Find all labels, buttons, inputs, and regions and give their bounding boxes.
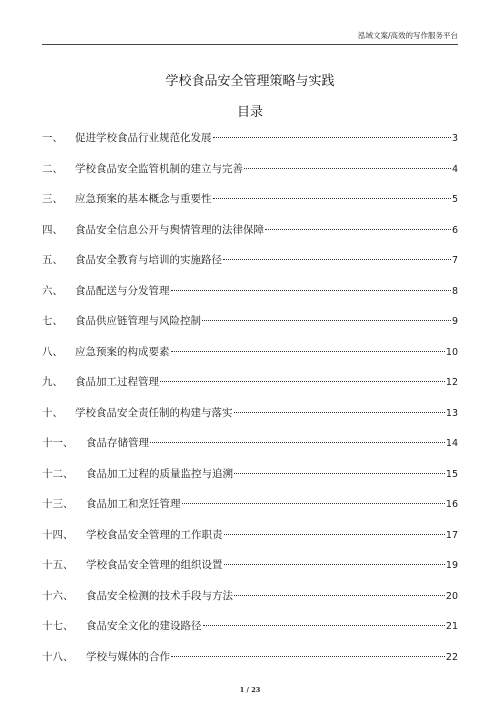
toc-entry-page: 19	[445, 560, 458, 571]
toc-entry-number: 十八、	[42, 650, 74, 663]
toc-entry-title: 食品安全信息公开与舆情管理的法律保障	[75, 223, 264, 236]
toc-entry-page: 22	[445, 651, 458, 663]
toc-entry-title: 学校食品安全监管机制的建立与完善	[75, 162, 243, 175]
toc-leader-dots	[150, 442, 445, 443]
toc-entry-page: 9	[451, 316, 458, 327]
toc-entry[interactable]	[42, 342, 458, 373]
toc-entry-number: 三、	[42, 193, 63, 205]
toc-leader-dots	[171, 290, 451, 291]
toc-entry-number: 六、	[42, 284, 63, 297]
toc-entry-title: 食品供应链管理与风险控制	[75, 315, 201, 327]
toc-entry-title: 食品安全教育与培训的实施路径	[75, 254, 222, 266]
toc-entry-title: 学校食品安全管理的组织设置	[86, 559, 223, 571]
toc-leader-dots	[224, 564, 445, 565]
toc-entry-page: 12	[445, 377, 458, 388]
toc-entry[interactable]	[42, 372, 458, 403]
toc-entry[interactable]	[42, 494, 458, 525]
toc-leader-dots	[160, 381, 445, 382]
toc-entry-title: 应急预案的构成要素	[75, 345, 170, 358]
toc-entry-title: 学校与媒体的合作	[86, 650, 170, 663]
toc-entry-number: 十七、	[42, 620, 74, 632]
toc-entry-title: 促进学校食品行业规范化发展	[75, 132, 212, 144]
toc-entry[interactable]	[42, 220, 458, 251]
toc-entry-number: 四、	[42, 223, 63, 236]
toc-entry-number: 二、	[42, 162, 63, 175]
toc-leader-dots	[202, 320, 451, 321]
toc-entry-title: 食品安全文化的建设路径	[86, 620, 202, 632]
toc-entry-title: 食品加工过程管理	[75, 376, 159, 388]
toc-entry-page: 20	[445, 590, 458, 602]
toc-leader-dots	[171, 656, 445, 657]
toc-entry[interactable]	[42, 189, 458, 220]
toc-entry-page: 10	[445, 346, 458, 358]
toc-entry-page: 4	[451, 163, 458, 175]
toc-entry[interactable]	[42, 403, 458, 434]
toc-leader-dots	[213, 137, 451, 138]
toc-leader-dots	[265, 229, 451, 230]
toc-entry-page: 13	[445, 407, 458, 419]
toc-leader-dots	[234, 473, 445, 474]
toc-entry[interactable]	[42, 159, 458, 190]
toc-entry-number: 五、	[42, 254, 63, 266]
toc-entry-title: 学校食品安全责任制的构建与落实	[75, 406, 233, 419]
toc-entry-page: 3	[451, 133, 458, 144]
toc-entry-title: 食品存储管理	[86, 437, 149, 449]
toc-entry-page: 6	[451, 224, 458, 236]
toc-entry[interactable]	[42, 250, 458, 281]
toc-entry-number: 八、	[42, 345, 63, 358]
toc-entry-title: 食品安全检测的技术手段与方法	[86, 589, 233, 602]
toc-leader-dots	[224, 534, 445, 535]
toc-entry-title: 食品配送与分发管理	[75, 284, 170, 297]
toc-entry-title: 食品加工过程的质量监控与追溯	[86, 467, 233, 480]
toc-entry-number: 十四、	[42, 528, 74, 541]
toc-entry[interactable]	[42, 525, 458, 556]
toc-entry[interactable]	[42, 311, 458, 342]
page-header-text: 泓域文案/高效的写作服务平台	[357, 31, 458, 40]
toc-entry[interactable]	[42, 464, 458, 495]
toc-entry-number: 十三、	[42, 498, 74, 510]
toc-entry[interactable]	[42, 433, 458, 464]
toc-entry-page: 7	[451, 255, 458, 266]
toc-leader-dots	[171, 351, 445, 352]
toc-entry-number: 十二、	[42, 467, 74, 480]
toc-entry-page: 14	[445, 438, 458, 449]
toc-entry[interactable]	[42, 586, 458, 617]
toc-entry-number: 十五、	[42, 559, 74, 571]
toc-entry-number: 十六、	[42, 589, 74, 602]
toc-entry[interactable]	[42, 647, 458, 678]
toc-leader-dots	[203, 625, 445, 626]
header-divider	[42, 44, 458, 45]
toc-entry-page: 16	[445, 499, 458, 510]
toc-entry[interactable]	[42, 128, 458, 159]
toc-entry-number: 十一、	[42, 437, 74, 449]
toc-leader-dots	[234, 595, 445, 596]
page-number-footer: 1 / 23	[239, 686, 261, 694]
toc-entry-number: 九、	[42, 376, 63, 388]
toc-entry-title: 食品加工和烹饪管理	[86, 498, 181, 510]
toc-entry-number: 七、	[42, 315, 63, 327]
toc-entry-page: 8	[451, 285, 458, 297]
toc-leader-dots	[234, 412, 445, 413]
toc-entry[interactable]	[42, 281, 458, 312]
toc-entry-page: 15	[445, 468, 458, 480]
toc-list	[42, 128, 458, 677]
document-title: 学校食品安全管理策略与实践	[165, 74, 335, 89]
toc-entry[interactable]	[42, 555, 458, 586]
toc-entry-title: 学校食品安全管理的工作职责	[86, 528, 223, 541]
toc-leader-dots	[213, 198, 451, 199]
toc-entry[interactable]	[42, 616, 458, 647]
toc-entry-page: 21	[445, 621, 458, 632]
toc-entry-page: 17	[445, 529, 458, 541]
toc-entry-page: 5	[451, 194, 458, 205]
toc-leader-dots	[182, 503, 445, 504]
toc-entry-number: 十、	[42, 406, 63, 419]
toc-leader-dots	[223, 259, 451, 260]
toc-entry-title: 应急预案的基本概念与重要性	[75, 193, 212, 205]
toc-leader-dots	[244, 168, 451, 169]
toc-heading: 目录	[236, 105, 263, 120]
toc-entry-number: 一、	[42, 132, 63, 144]
